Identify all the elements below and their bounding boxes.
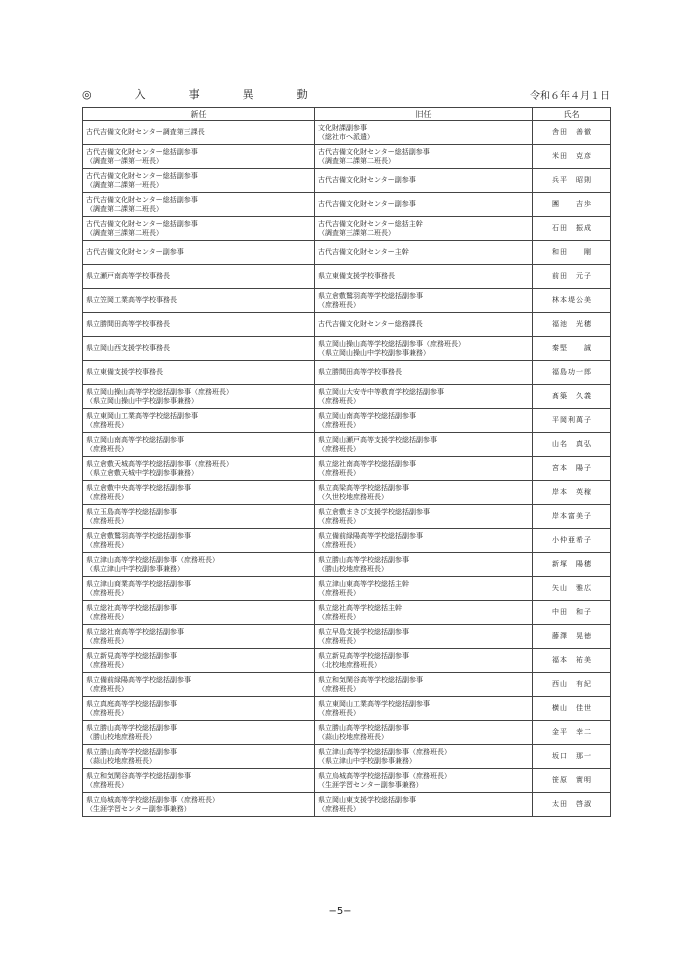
cell-name: 小仲亜希子 — [533, 529, 611, 553]
table-row — [83, 649, 611, 673]
cell-new-position: 県立総社高等学校総括副参事 （庶務班長） — [83, 601, 315, 625]
cell-new-position: 県立瀬戸南高等学校事務長 — [83, 265, 315, 289]
table-row — [83, 721, 611, 745]
cell-name: 金平 幸二 — [533, 721, 611, 745]
cell-name: 林本堤公美 — [533, 289, 611, 313]
cell-name: 福島功一郎 — [533, 361, 611, 385]
cell-name: 米田 克彦 — [533, 145, 611, 169]
table-row — [83, 289, 611, 313]
cell-old-position: 古代吉備文化財センター主幹 — [315, 241, 533, 265]
cell-new-position: 県立玉島高等学校総括副参事 （庶務班長） — [83, 505, 315, 529]
cell-name: 矢山 雅広 — [533, 577, 611, 601]
cell-new-position: 古代吉備文化財センター調査第三課長 — [83, 121, 315, 145]
cell-old-position: 県立和気閑谷高等学校総括副参事 （庶務班長） — [315, 673, 533, 697]
cell-name: 秦堅 誠 — [533, 337, 611, 361]
table-row — [83, 673, 611, 697]
table-row — [83, 553, 611, 577]
cell-name: 兵平 昭則 — [533, 169, 611, 193]
cell-name: 中田 和子 — [533, 601, 611, 625]
cell-old-position: 県立東備支援学校事務長 — [315, 265, 533, 289]
table-header-row — [83, 108, 611, 121]
cell-name: 舎田 善徹 — [533, 121, 611, 145]
cell-old-position: 県立岡山東支援学校総括副参事 （庶務班長） — [315, 793, 533, 817]
cell-new-position: 県立岡山西支援学校事務長 — [83, 337, 315, 361]
column-header-old: 旧任 — [315, 108, 533, 121]
cell-new-position: 県立倉敷中央高等学校総括副参事 （庶務班長） — [83, 481, 315, 505]
table-row — [83, 409, 611, 433]
cell-name: 岸本富美子 — [533, 505, 611, 529]
table-row — [83, 385, 611, 409]
table-row — [83, 697, 611, 721]
cell-new-position: 県立笠岡工業高等学校事務長 — [83, 289, 315, 313]
cell-new-position: 県立勝山高等学校総括副参事 （蒜山校地庶務班長） — [83, 745, 315, 769]
table-row — [83, 313, 611, 337]
cell-old-position: 古代吉備文化財センター総務課長 — [315, 313, 533, 337]
table-row — [83, 217, 611, 241]
table-row — [83, 433, 611, 457]
cell-name: 山名 真弘 — [533, 433, 611, 457]
cell-old-position: 古代吉備文化財センター総括副参事 （調査第二課第二班長） — [315, 145, 533, 169]
cell-old-position: 県立早島支援学校総括副参事 （庶務班長） — [315, 625, 533, 649]
cell-name: 福池 光穂 — [533, 313, 611, 337]
table-row — [83, 169, 611, 193]
cell-new-position: 県立総社南高等学校総括副参事 （庶務班長） — [83, 625, 315, 649]
personnel-table — [82, 107, 611, 817]
cell-new-position: 県立倉敷天城高等学校総括副参事（庶務班長） （県立倉敷天城中学校副参事兼務） — [83, 457, 315, 481]
document-header — [82, 86, 610, 104]
cell-new-position: 県立烏城高等学校総括副参事（庶務班長） （生涯学習センター副参事兼務） — [83, 793, 315, 817]
table-row — [83, 745, 611, 769]
cell-new-position: 古代吉備文化財センター総括副参事 （調査第三課第二班長） — [83, 217, 315, 241]
cell-old-position: 県立倉敷鷲羽高等学校総括副参事 （庶務班長） — [315, 289, 533, 313]
cell-name: 新塚 陽穂 — [533, 553, 611, 577]
cell-old-position: 県立岡山操山高等学校総括副参事（庶務班長） （県立岡山操山中学校副参事兼務） — [315, 337, 533, 361]
cell-old-position: 県立東岡山工業高等学校総括副参事 （庶務班長） — [315, 697, 533, 721]
cell-old-position: 県立備前緑陽高等学校総括副参事 （庶務班長） — [315, 529, 533, 553]
cell-new-position: 県立岡山南高等学校総括副参事 （庶務班長） — [83, 433, 315, 457]
cell-name: 岸本 英稼 — [533, 481, 611, 505]
table-row — [83, 457, 611, 481]
cell-new-position: 県立勝間田高等学校事務長 — [83, 313, 315, 337]
table-row — [83, 361, 611, 385]
cell-name: 太田 啓淑 — [533, 793, 611, 817]
cell-new-position: 県立東備支援学校事務長 — [83, 361, 315, 385]
cell-name: 藤澤 晃徳 — [533, 625, 611, 649]
cell-old-position: 古代吉備文化財センター副参事 — [315, 193, 533, 217]
cell-old-position: 県立倉敷まきび支援学校総括副参事 （庶務班長） — [315, 505, 533, 529]
cell-name: 前田 元子 — [533, 265, 611, 289]
cell-old-position: 県立高梁高等学校総括副参事 （久世校地庶務班長） — [315, 481, 533, 505]
cell-old-position: 古代吉備文化財センター総括主幹 （調査第三課第二班長） — [315, 217, 533, 241]
table-row — [83, 481, 611, 505]
cell-name: 髙築 久義 — [533, 385, 611, 409]
cell-old-position: 県立烏城高等学校総括副参事（庶務班長） （生涯学習センター副参事兼務） — [315, 769, 533, 793]
cell-new-position: 古代吉備文化財センター総括副参事 （調査第二課第二班長） — [83, 193, 315, 217]
cell-name: 坂口 那一 — [533, 745, 611, 769]
table-body — [83, 121, 611, 817]
table-row — [83, 121, 611, 145]
cell-name: 石田 振成 — [533, 217, 611, 241]
cell-name: 和田 剛 — [533, 241, 611, 265]
column-header-name: 氏名 — [533, 108, 611, 121]
cell-new-position: 県立真庭高等学校総括副参事 （庶務班長） — [83, 697, 315, 721]
cell-name: 團 吉歩 — [533, 193, 611, 217]
cell-name: 平岡利萬子 — [533, 409, 611, 433]
cell-name: 横山 佳世 — [533, 697, 611, 721]
cell-old-position: 県立勝山高等学校総括副参事 （勝山校地庶務班長） — [315, 553, 533, 577]
cell-old-position: 県立岡山大安寺中等教育学校総括副参事 （庶務班長） — [315, 385, 533, 409]
cell-old-position: 古代吉備文化財センター副参事 — [315, 169, 533, 193]
cell-name: 宮本 陽子 — [533, 457, 611, 481]
cell-old-position: 文化財課副参事 （総社市へ派遣） — [315, 121, 533, 145]
cell-new-position: 古代吉備文化財センター副参事 — [83, 241, 315, 265]
cell-new-position: 県立東岡山工業高等学校総括副参事 （庶務班長） — [83, 409, 315, 433]
table-row — [83, 577, 611, 601]
document-date: 令和６年４月１日 — [530, 91, 610, 102]
cell-old-position: 県立総社高等学校総括主幹 （庶務班長） — [315, 601, 533, 625]
cell-new-position: 県立備前緑陽高等学校総括副参事 （庶務班長） — [83, 673, 315, 697]
page-number: −5− — [328, 906, 352, 917]
cell-new-position: 県立津山高等学校総括副参事（庶務班長） （県立津山中学校副参事兼務） — [83, 553, 315, 577]
table-row — [83, 265, 611, 289]
table-row — [83, 601, 611, 625]
cell-new-position: 県立岡山操山高等学校総括副参事（庶務班長） （県立岡山操山中学校副参事兼務） — [83, 385, 315, 409]
cell-new-position: 県立倉敷鷲羽高等学校総括副参事 （庶務班長） — [83, 529, 315, 553]
table-row — [83, 241, 611, 265]
cell-new-position: 県立和気閑谷高等学校総括副参事 （庶務班長） — [83, 769, 315, 793]
table-row — [83, 145, 611, 169]
table-row — [83, 505, 611, 529]
table-row — [83, 625, 611, 649]
cell-old-position: 県立津山東高等学校総括主幹 （庶務班長） — [315, 577, 533, 601]
cell-old-position: 県立岡山瀬戸高等支援学校総括副参事 （庶務班長） — [315, 433, 533, 457]
cell-new-position: 古代吉備文化財センター総括副参事 （調査第一課第一班長） — [83, 145, 315, 169]
table-row — [83, 529, 611, 553]
cell-old-position: 県立勝山高等学校総括副参事 （蒜山校地庶務班長） — [315, 721, 533, 745]
cell-old-position: 県立新見高等学校総括副参事 （北校地庶務班長） — [315, 649, 533, 673]
cell-old-position: 県立勝間田高等学校事務長 — [315, 361, 533, 385]
cell-new-position: 県立勝山高等学校総括副参事 （勝山校地庶務班長） — [83, 721, 315, 745]
cell-name: 福本 祐美 — [533, 649, 611, 673]
cell-new-position: 古代吉備文化財センター総括副参事 （調査第二課第一班長） — [83, 169, 315, 193]
table-row — [83, 793, 611, 817]
document-title: ◎ 入 事 異 動 — [82, 88, 324, 101]
column-header-new: 新任 — [83, 108, 315, 121]
cell-old-position: 県立津山高等学校総括副参事（庶務班長） （県立津山中学校副参事兼務） — [315, 745, 533, 769]
cell-old-position: 県立岡山南高等学校総括副参事 （庶務班長） — [315, 409, 533, 433]
cell-old-position: 県立総社南高等学校総括副参事 （庶務班長） — [315, 457, 533, 481]
table-row — [83, 769, 611, 793]
table-row — [83, 337, 611, 361]
cell-name: 笹原 實明 — [533, 769, 611, 793]
cell-name: 西山 有紀 — [533, 673, 611, 697]
cell-new-position: 県立新見高等学校総括副参事 （庶務班長） — [83, 649, 315, 673]
cell-new-position: 県立津山商業高等学校総括副参事 （庶務班長） — [83, 577, 315, 601]
table-row — [83, 193, 611, 217]
